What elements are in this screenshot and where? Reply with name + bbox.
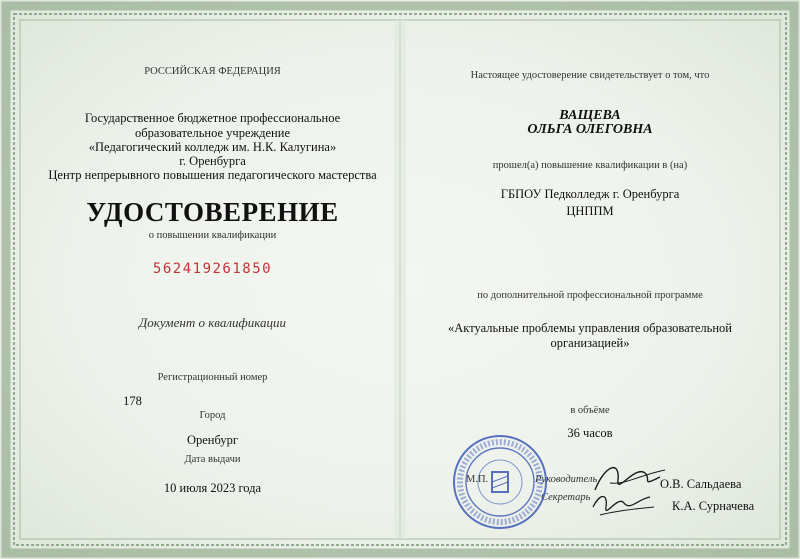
surname: ВАЩЕВА — [559, 108, 621, 123]
certificate-number: 562419261850 — [152, 261, 273, 277]
city-value: Оренбург — [186, 433, 239, 447]
given-names: ОЛЬГА ОЛЕГОВНА — [527, 122, 653, 137]
program-line-2: организацией» — [550, 336, 630, 350]
center-name: ЦНППМ — [566, 204, 614, 218]
reg-number-value: 178 — [123, 394, 142, 408]
secretary-signature — [588, 485, 658, 525]
org-line-2: образовательное учреждение — [134, 126, 290, 140]
city-label: Город — [199, 410, 226, 421]
head-name: О.В. Сальдаева — [660, 477, 742, 491]
secretary-label: Секретарь — [541, 492, 591, 503]
institution-name: ГБПОУ Педколледж г. Оренбурга — [500, 187, 680, 201]
left-page — [40, 0, 385, 559]
reg-number-label: Регистрационный номер — [157, 372, 268, 383]
certificate-title: УДОСТОВЕРЕНИЕ — [86, 197, 339, 227]
date-label: Дата выдачи — [184, 454, 241, 465]
org-line-4: г. Оренбурга — [179, 154, 246, 168]
mp-label: М.П. — [466, 474, 489, 485]
document-type: Документ о квалификации — [139, 315, 286, 330]
country-label: РОССИЙСКАЯ ФЕДЕРАЦИЯ — [144, 66, 281, 77]
volume-label: в объёме — [570, 405, 610, 416]
head-label: Руководитель — [535, 474, 598, 485]
passed-text: прошел(а) повышение квалификации в (на) — [492, 160, 688, 171]
volume-value: 36 часов — [567, 426, 613, 440]
certificate-subtitle: о повышении квалификации — [148, 230, 277, 241]
program-line-1: «Актуальные проблемы управления образовательной — [448, 321, 732, 335]
secretary-name: К.А. Сурначева — [672, 499, 755, 513]
date-value: 10 июля 2023 года — [163, 481, 262, 495]
program-label: по дополнительной профессиональной программе — [477, 290, 703, 301]
intro-text: Настоящее удостоверение свидетельствует о том, что — [470, 70, 710, 81]
seal-stamp — [450, 432, 550, 532]
org-line-1: Государственное бюджетное профессиональное — [84, 111, 341, 125]
org-line-5: Центр непрерывного повышения педагогического мастерства — [48, 168, 377, 182]
org-line-3: «Педагогический колледж им. Н.К. Калугина» — [88, 140, 337, 154]
